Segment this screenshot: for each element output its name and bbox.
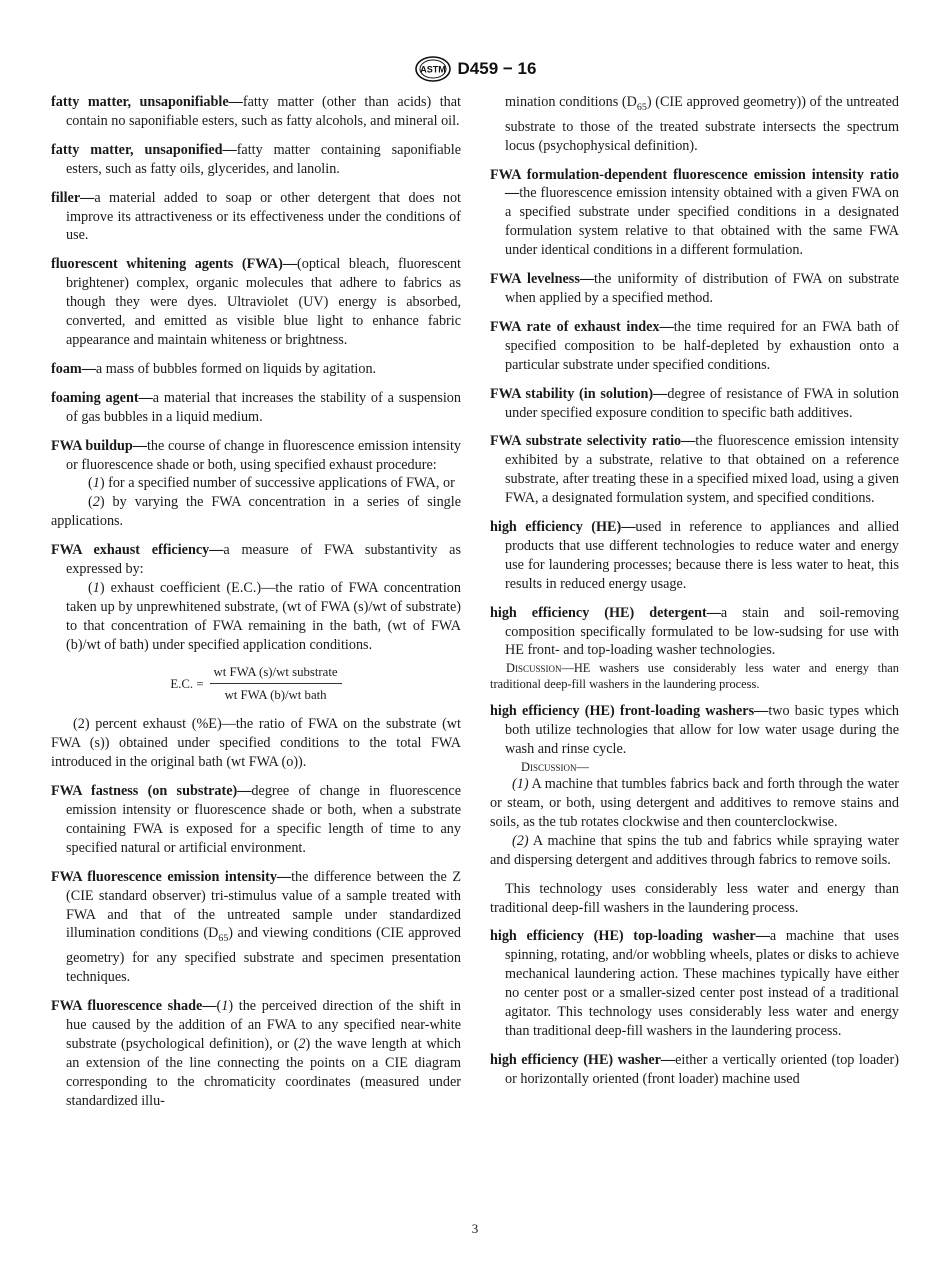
page-header [0,56,950,82]
definition-fatty-matter-unsaponifiable: fatty matter, unsaponifiable—fatty matter (other than acids) that contain no saponifiable esters, such as fatty alcohols, and mineral oil. [51,94,461,129]
formula-denominator: wt FWA (b)/wt bath [224,688,327,703]
he-detergent-discussion: Discussion—HE washers use considerably less water and energy than traditional deep-fill washers in the laundering process. [490,661,899,692]
definition-filler: filler—a material added to soap or other detergent that does not improve its attractiveness or its effectiveness under the conditions of use. [51,189,461,244]
page-number: 3 [471,1221,479,1236]
he-front-item-1: (1) A machine that tumbles fabrics back and forth through the water or steam, or both, using detergent and additives to remove stains and soils, as the tub rotates clockwise and then counterclockwise. [490,776,899,830]
definition-foam: foam—a mass of bubbles formed on liquids by agitation. [51,360,377,377]
buildup-item-1: (1) for a specified number of successive applications of FWA, or [88,475,455,492]
he-front-closing: This technology uses considerably less water and energy than traditional deep-fill washers in the laundering process. [490,880,899,916]
astm-logo-text: ASTM [419,64,446,75]
exhaust-coefficient-formula: E.C. = $\frac{\text{wt FWA (s)/wt substrate}}{\text{wt FWA (b)/wt bath}}$ [51,663,461,706]
definition-shade-continued: mination conditions $(D_{65})$ (CIE approved geometry)) of the untreated substrate to those of the treated substrate intersects the spectrum locus (psychophysical definition). [505,94,899,154]
definition-he-detergent: high efficiency (HE) detergent—a stain and soil-removing composition specifically formulated to be low-sudsing for use with HE front- and top-loading washer technologies. Discussion—HE washers use considerably less water and energy than traditional deep-fill washers in the laundering process. [490,604,899,692]
definition-fwa-rate-of-exhaust-index: FWA rate of exhaust index—the time required for an FWA bath of specified composition to be half-depleted by exhaustion onto a particular substrate under specified conditions. [490,318,899,373]
definition-fwa-fastness: FWA fastness (on substrate)—degree of change in fluorescence emission intensity or fluorescence shade or both, when a substrate containing FWA is exposed for a specific length of time to any specified natural or artificial environment. [51,783,461,856]
definition-fwa-fluorescence-shade: FWA fluorescence shade—(1) the perceived direction of the shift in hue caused by the addition of an FWA to any specified near-white substrate (psychological definition), or (2) the wave length at which an extension of the line connecting the points on a CIE diagram corresponding to the chromaticity coordinates (measured under standardized illu- [51,997,461,1109]
exhaust-item-1: (1) exhaust coefficient (E.C.)—the ratio of FWA concentration taken up by unprewhitened substrate, (wt of FWA (s)/wt of substrate) to that concentration of FWA remaining in the bath, (wt of FWA (b)/wt of bath) under specified application conditions. [66,579,461,653]
definition-fwa-exhaust-efficiency: FWA exhaust efficiency—a measure of FWA substantivity as expressed by: (1) exhaust coefficient (E.C.)—the ratio of FWA concentration taken up by unprewhitened substrate, (wt of FWA (s)/wt of substrate) to that concentration of FWA remaining in the bath, (wt of FWA (b)/wt of bath) under specified application conditions. E.C. = $\frac{\text{wt FWA (s)/wt substrate}}{\text{wt FWA (b)/wt bath}}$ (2) percent exhaust (%E)—the ratio of FWA on the substrate (wt FWA (s)) obtained under specified conditions to the total FWA introduced in the original bath (wt FWA (o)). [51,542,461,771]
definition-fwa-formulation-ratio: FWA formulation-dependent fluorescence emission intensity ratio—the fluorescence emission intensity obtained with a given FWA on a specified substrate under specified conditions in a designated formulation system relative to that obtained with the same FWA under identical conditions in a different formulation. [490,166,899,259]
definition-fwa-fluorescence-emission-intensity: FWA fluorescence emission intensity—the difference between the Z (CIE standard observer) tri-stimulus value of a sample treated with FWA and that of the untreated sample under standardized illumination conditions $(D_{65})$ and viewing conditions (CIE approved geometry) for any specified substrate and specimen presentation techniques. [51,868,461,986]
definition-fwa-substrate-selectivity: FWA substrate selectivity ratio—the fluorescence emission intensity exhibited by a substrate, relative to that obtained on a reference substrate, after treating these in a specified mixed load, using a given FWA, a designated formulation system, and specified conditions. [490,433,899,507]
right-column [490,93,899,1099]
definition-fwa-levelness: FWA levelness—the uniformity of distribution of FWA on substrate when applied by a specified method. [490,271,899,306]
document-id: D459 − 16 [457,59,537,78]
definition-he-front-loading: high efficiency (HE) front-loading washers—two basic types which both utilize technologies that allow for low water usage during the wash and rinse cycle. Discussion— (1) A machine that tumbles fabrics back and forth through the water or steam, or both, using detergent and additives to remove stains and soils, as the tub rotates clockwise and then counterclockwise. (2) A machine that spins the tub and fabrics while spraying water and dispersing detergent and additives through fabrics to remove soils. This technology uses considerably less water and energy than traditional deep-fill washers in the laundering process. [490,703,899,916]
definition-fwa-buildup: FWA buildup—the course of change in fluorescence emission intensity or fluorescence shade or both, using specified exhaust procedure: (1) for a specified number of successive applications of FWA, or (2) by varying the FWA concentration in a series of single applications. [51,437,461,530]
definition-high-efficiency: high efficiency (HE)—used in reference to appliances and allied products that use different technologies to reduce water and energy use for laundering processes; because there is less water to heat, this results in reduced energy usage. [490,519,899,592]
he-front-item-2: (2) A machine that spins the tub and fabrics while spraying water and dispersing detergent and additives through fabrics to remove soils. [490,832,899,868]
he-front-discussion-label: Discussion— [521,760,589,775]
astm-logo-icon [414,56,452,82]
buildup-item-2: (2) by varying the FWA concentration in a series of single applications. [51,494,461,530]
definition-foaming-agent: foaming agent—a material that increases the stability of a suspension of gas bubbles in a liquid medium. [51,389,461,425]
definition-fwa-stability: FWA stability (in solution)—degree of resistance of FWA in solution under specified exposure condition to specific bath additives. [490,385,899,421]
left-column [51,93,461,1120]
exhaust-item-2: (2) percent exhaust (%E)—the ratio of FWA on the substrate (wt FWA (s)) obtained under specified conditions to the total FWA introduced in the original bath (wt FWA (o)). [51,716,461,771]
definition-fluorescent-whitening-agents: fluorescent whitening agents (FWA)—(optical bleach, fluorescent brightener) complex, organic molecules that adhere to fabrics as though they were dyes. Ultraviolet (UV) energy is absorbed, converted, and emitted as visible blue light to enhance fabric appearance and maintain whiteness or brightness. [51,256,461,348]
definition-he-washer: high efficiency (HE) washer—either a vertically oriented (top loader) or horizontally oriented (front loader) machine used [490,1051,899,1087]
definition-he-top-loading: high efficiency (HE) top-loading washer—a machine that uses spinning, rotating, and/or wobbling wheels, plates or disks to achieve mechanical laundering action. These machines typically have either no center post or a smaller-sized center post instead of a traditional agitator. This technology uses considerably less water and energy than traditional deep-fill washers in the laundering process. [490,928,900,1039]
definition-fatty-matter-unsaponified: fatty matter, unsaponified—fatty matter containing saponifiable esters, such as fatty oils, glycerides, and lanolin. [51,141,461,177]
formula-numerator: wt FWA (s)/wt substrate [210,663,342,685]
